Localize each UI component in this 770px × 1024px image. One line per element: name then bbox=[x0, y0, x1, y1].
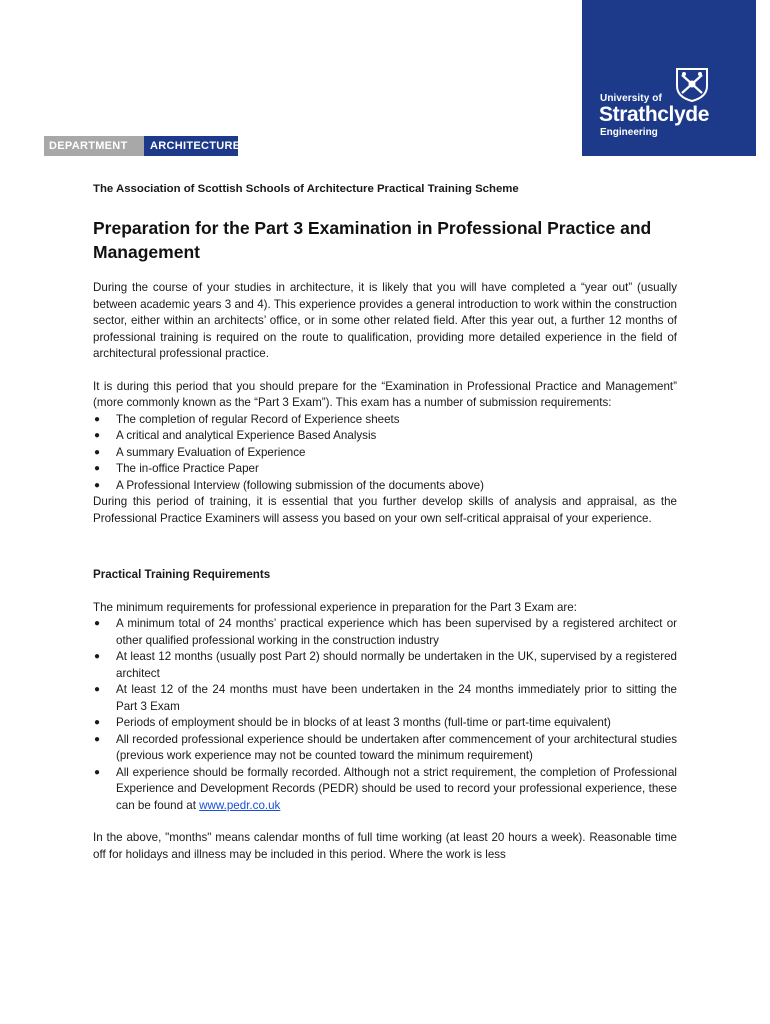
crest-icon bbox=[674, 66, 710, 102]
page-title: Preparation for the Part 3 Examination in Professional Practice and Management bbox=[93, 218, 652, 262]
intro-paragraph: During the course of your studies in architecture, it is likely that you will have completed a “year out” (usually between academic years 3 and 4). This experience provides a general introduction to work within the construction sector, either within an architects’ office, or in some other related field. After this year out, a further 12 months of professional training is required on the route to qualification, providing more detailed experience in the field of architectural professional practice. bbox=[93, 281, 677, 360]
list-item: ● All experience should be formally recorded. Although not a strict requirement, the completion of Professional Experience and Development Records (PEDR) should be used to record your professional experience, these can be found at www.pedr.co.uk bbox=[94, 765, 677, 812]
bullet-icon: ● bbox=[94, 684, 101, 695]
exam-paragraph: It is during this period that you should prepare for the “Examination in Professional Practice and Management” (more commonly known as the “Part 3 Exam”). This exam has a number of submission requirements: bbox=[93, 379, 677, 409]
bullet-icon: ● bbox=[94, 413, 101, 425]
submission-requirements-list bbox=[93, 412, 677, 495]
list-item: ● The in-office Practice Paper bbox=[93, 461, 677, 478]
bullet-icon: ● bbox=[94, 430, 101, 441]
bullet-icon: ● bbox=[94, 446, 101, 458]
training-requirements-list bbox=[93, 616, 677, 814]
pedr-link[interactable]: www.pedr.co.uk bbox=[199, 798, 281, 812]
list-item: ● A Professional Interview (following submission of the documents above) bbox=[93, 478, 677, 495]
list-item: ● All recorded professional experience should be undertaken after commencement of your architectural studies (previous work experience may not be counted toward the minimum requirement) bbox=[94, 732, 677, 762]
bullet-icon: ● bbox=[94, 733, 101, 745]
bullet-icon: ● bbox=[94, 717, 101, 728]
list-item: ● The completion of regular Record of Experience sheets bbox=[93, 412, 677, 429]
scheme-title: The Association of Scottish Schools of Architecture Practical Training Scheme bbox=[93, 183, 519, 195]
logo-strathclyde: Strathclyde bbox=[599, 103, 709, 126]
dept-label-department-of: DEPARTMENT OF bbox=[44, 136, 144, 156]
requirements-intro: The minimum requirements for professional experience in preparation for the Part 3 Exam are: bbox=[93, 600, 577, 614]
training-paragraph: During this period of training, it is essential that you further develop skills of analysis and appraisal, as the Professional Practice Examiners will assess you based on your own self-critical appraisal of your experience. bbox=[93, 495, 677, 525]
list-item: ● A minimum total of 24 months’ practical experience which has been supervised by a registered architect or other qualified professional working in the construction industry bbox=[94, 617, 677, 647]
bullet-icon: ● bbox=[94, 463, 101, 474]
section-heading-practical-training: Practical Training Requirements bbox=[93, 568, 271, 581]
list-item: ● Periods of employment should be in blocks of at least 3 months (full-time or part-time equivalent) bbox=[93, 715, 677, 732]
list-item: ● At least 12 months (usually post Part 2) should normally be undertaken in the UK, supervised by a registered architect bbox=[94, 650, 677, 680]
list-item: ● At least 12 of the 24 months must have been undertaken in the 24 months immediately prior to sitting the Part 3 Exam bbox=[94, 683, 677, 713]
bullet-icon: ● bbox=[94, 651, 101, 662]
university-logo bbox=[582, 0, 756, 156]
logo-engineering: Engineering bbox=[600, 127, 658, 138]
dept-label-architecture: ARCHITECTURE bbox=[144, 136, 238, 156]
list-item: ● A summary Evaluation of Experience bbox=[93, 445, 677, 462]
logo-university-of: University of bbox=[600, 93, 662, 104]
bullet-icon: ● bbox=[94, 766, 101, 778]
months-paragraph: In the above, "months" means calendar months of full time working (at least 20 hours a week). Reasonable time off for holidays and illness may be included in this period. Where the work is less bbox=[93, 831, 677, 861]
bullet-icon: ● bbox=[94, 479, 101, 491]
bullet-icon: ● bbox=[94, 618, 101, 629]
department-banner bbox=[44, 136, 241, 172]
document-body bbox=[93, 180, 677, 863]
list-item: ● A critical and analytical Experience Based Analysis bbox=[93, 428, 677, 445]
